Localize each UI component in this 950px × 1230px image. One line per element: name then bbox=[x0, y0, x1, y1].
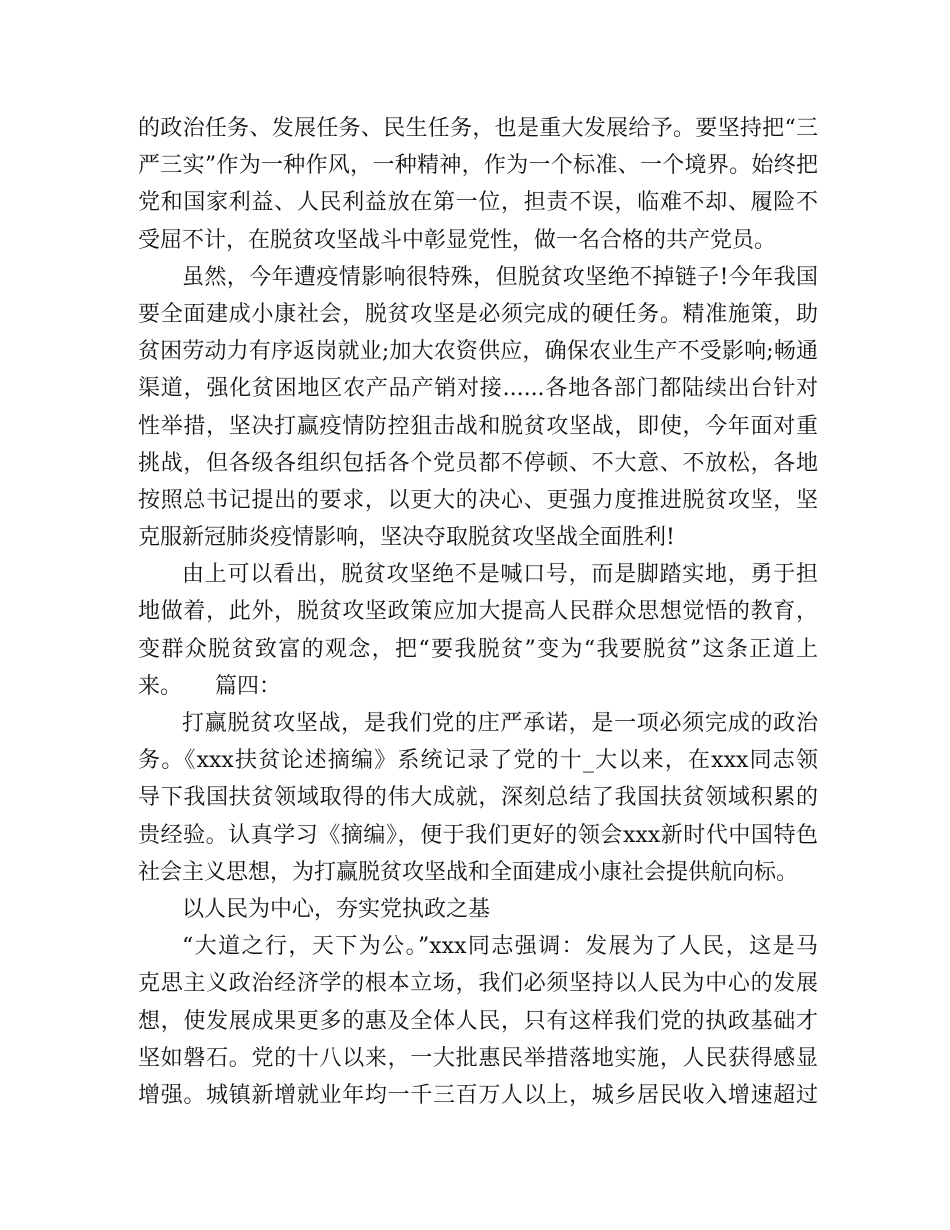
text-line: 按照总书记提出的要求，以更大的决心、更强力度推进脱贫攻坚，坚 bbox=[138, 487, 818, 513]
text-line: 导下我国扶贫领域取得的伟大成就，深刻总结了我国扶贫领域积累的 bbox=[138, 785, 818, 811]
document-body bbox=[138, 110, 818, 1114]
text-line: 渠道，强化贫困地区农产品产销对接......各地各部门都陆续出台针对 bbox=[138, 376, 818, 402]
text-line: 坚如磐石。党的十八以来，一大批惠民举措落地实施，人民获得感显 bbox=[138, 1045, 818, 1071]
text-line: 党和国家利益、人民利益放在第一位，担责不误，临难不却、履险不 bbox=[138, 190, 818, 216]
text-line: 克思主义政治经济学的根本立场，我们必须坚持以人民为中心的发展 bbox=[138, 971, 818, 997]
text-line: 地做着，此外，脱贫攻坚政策应加大提高人民群众思想觉悟的教育， bbox=[138, 599, 818, 625]
text-line: 贫困劳动力有序返岗就业;加大农资供应，确保农业生产不受影响;畅通 bbox=[138, 339, 818, 365]
text-line: 想，使发展成果更多的惠及全体人民，只有这样我们党的执政基础才 bbox=[138, 1008, 818, 1034]
text-line: 要全面建成小康社会，脱贫攻坚是必须完成的硬任务。精准施策，助 bbox=[138, 301, 818, 327]
text-line: 打赢脱贫攻坚战，是我们党的庄严承诺，是一项必须完成的政治 bbox=[182, 711, 818, 736]
text-line: 由上可以看出，脱贫攻坚绝不是喊口号，而是脚踏实地，勇于担 bbox=[182, 562, 818, 588]
text-line: 贵经验。认真学习《摘编》，便于我们更好的领会xxx新时代中国特色 bbox=[138, 822, 818, 848]
text-line: 克服新冠肺炎疫情影响，坚决夺取脱贫攻坚战全面胜利! bbox=[138, 525, 675, 551]
text-line: 来。 篇四： bbox=[138, 673, 282, 699]
text-line: “大道之行，天下为公。”xxx同志强调：发展为了人民，这是马 bbox=[182, 934, 818, 960]
text-line: 变群众脱贫致富的观念，把“要我脱贫”变为“我要脱贫”这条正道上 bbox=[138, 636, 818, 662]
text-line: 受屈不计，在脱贫攻坚战斗中彰显党性，做一名合格的共产党员。 bbox=[138, 227, 777, 253]
text-line: 社会主义思想，为打赢脱贫攻坚战和全面建成小康社会提供航向标。 bbox=[138, 859, 799, 885]
text-line: 增强。城镇新增就业年均一千三百万人以上，城乡居民收入增速超过 bbox=[138, 1082, 818, 1108]
text-line: 性举措，坚决打赢疫情防控狙击战和脱贫攻坚战，即使，今年面对重 bbox=[138, 413, 818, 439]
text-line: 挑战，但各级各组织包括各个党员都不停顿、不大意、不放松，各地 bbox=[138, 450, 818, 476]
text-line: 以人民为中心，夯实党执政之基 bbox=[182, 896, 491, 922]
text-line: 务。《xxx扶贫论述摘编》系统记录了党的十_大以来，在xxx同志领 bbox=[138, 748, 818, 774]
text-line: 的政治任务、发展任务、民生任务，也是重大发展给予。要坚持把“三 bbox=[138, 116, 818, 141]
text-line: 虽然，今年遭疫情影响很特殊，但脱贫攻坚绝不掉链子!今年我国 bbox=[182, 264, 818, 290]
text-line: 严三实”作为一种作风，一种精神，作为一个标准、一个境界。始终把 bbox=[138, 153, 818, 179]
